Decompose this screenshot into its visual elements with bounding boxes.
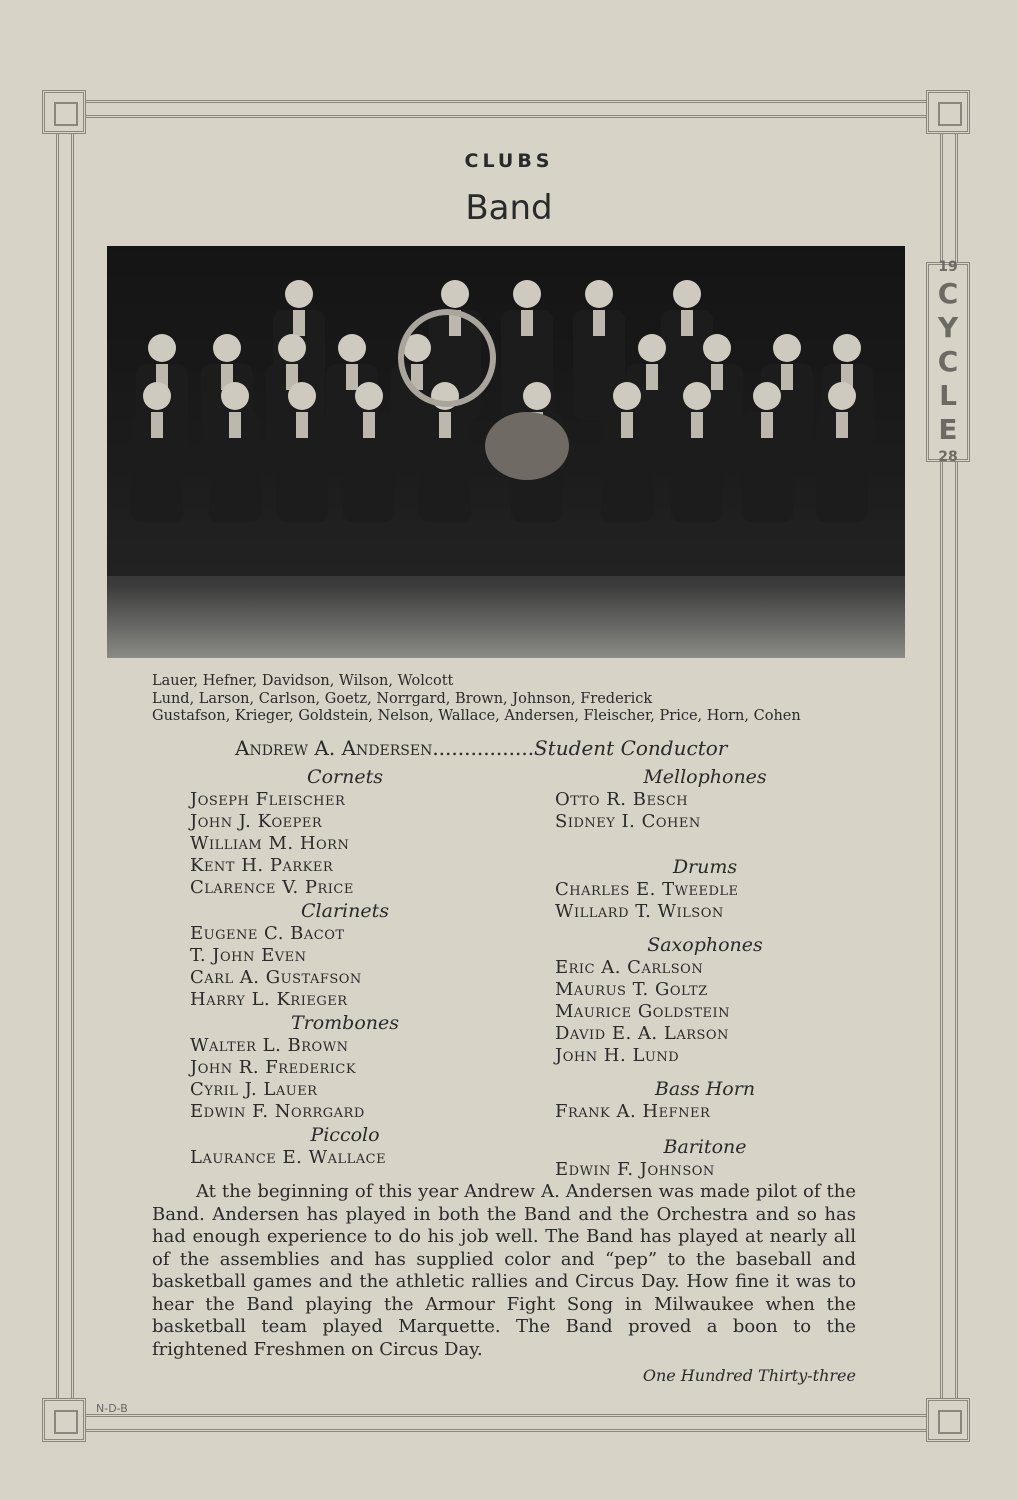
band-member-figure xyxy=(143,382,171,410)
right-roster-column xyxy=(555,765,855,1181)
section-title: CLUBS xyxy=(464,150,554,172)
frame-corner-ornament xyxy=(42,1398,86,1442)
band-member-figure xyxy=(638,334,666,362)
plaque-letter: L xyxy=(939,379,957,412)
section-heading-cornets: Cornets xyxy=(307,766,383,788)
frame-corner-ornament xyxy=(926,90,970,134)
cycle-side-plaque xyxy=(926,259,970,465)
section-heading-saxophones: Saxophones xyxy=(647,934,763,956)
band-member-figure xyxy=(691,412,703,438)
member-name: John R. Frederick xyxy=(190,1057,357,1078)
member-name: Laurance E. Wallace xyxy=(190,1147,387,1168)
section-heading-clarinets: Clarinets xyxy=(301,900,389,922)
plaque-letter: Y xyxy=(937,311,959,344)
member-name: Kent H. Parker xyxy=(190,855,334,876)
section-heading-mellophones: Mellophones xyxy=(643,766,767,788)
member-name: John H. Lund xyxy=(555,1045,680,1066)
page-folio: One Hundred Thirty-three xyxy=(642,1366,856,1385)
section-heading-piccolo: Piccolo xyxy=(310,1124,380,1146)
conductor-name: Andrew A. Andersen xyxy=(235,736,433,760)
engraver-signature: N-D-B xyxy=(96,1402,128,1415)
plaque-letter: E xyxy=(938,413,958,446)
band-member-figure xyxy=(293,310,305,336)
band-member-figure xyxy=(221,382,249,410)
section-heading-bass-horn: Bass Horn xyxy=(654,1078,756,1100)
page-heading: Band xyxy=(465,188,553,228)
band-member-figure xyxy=(593,310,605,336)
member-name: Sidney I. Cohen xyxy=(555,811,701,832)
member-name: Otto R. Besch xyxy=(555,789,689,810)
band-member-figure xyxy=(296,412,308,438)
band-member-figure xyxy=(836,412,848,438)
member-name: David E. A. Larson xyxy=(555,1023,729,1044)
band-member-figure xyxy=(646,364,658,390)
band-member-figure xyxy=(683,382,711,410)
band-member-figure xyxy=(781,364,793,390)
band-member-figure xyxy=(521,310,533,336)
photo-caption xyxy=(152,673,801,726)
band-group-photo xyxy=(107,246,905,658)
band-member-figure xyxy=(523,382,551,410)
member-name: Edwin F. Norrgard xyxy=(190,1101,365,1122)
band-member-figure xyxy=(703,334,731,362)
caption-row: Lund, Larson, Carlson, Goetz, Norrgard, Brown, Johnson, Frederick xyxy=(152,690,653,707)
plaque-letter: C xyxy=(937,345,959,378)
member-name: John J. Koeper xyxy=(190,811,323,832)
band-description-paragraph: At the beginning of this year Andrew A. Andersen was made pilot of the Band. Andersen has played in both the Band and the Orchestra and so has had enough experience to do his job well. The Band has played at nearly all of the assemblies and has supplied color and “pep” to the baseball and basketball games and the athletic rallies and Circus Day. How fine it was to hear the Band playing the Armour Fight Song in Milwaukee when the basketball team played Marquette. The Band proved a boon to the frightened Freshmen on Circus Day. xyxy=(152,1181,856,1360)
member-name: Maurice Goldstein xyxy=(555,1001,731,1022)
member-name: Clarence V. Price xyxy=(190,877,354,898)
band-member-figure xyxy=(711,364,723,390)
member-name: Walter L. Brown xyxy=(190,1035,349,1056)
member-name: Eugene C. Bacot xyxy=(190,923,345,944)
band-member-figure xyxy=(338,334,366,362)
band-member-figure xyxy=(363,412,375,438)
band-member-figure xyxy=(285,280,313,308)
band-member-figure xyxy=(761,412,773,438)
frame-left-border xyxy=(56,110,74,1420)
band-member-figure xyxy=(151,412,163,438)
band-member-figure xyxy=(621,412,633,438)
band-member-figure xyxy=(753,382,781,410)
frame-top-border xyxy=(60,100,960,118)
member-name: Cyril J. Lauer xyxy=(190,1079,318,1100)
band-member-figure xyxy=(213,334,241,362)
conductor-line xyxy=(235,736,727,760)
member-name: William M. Horn xyxy=(190,833,350,854)
band-member-figure xyxy=(585,280,613,308)
band-member-figure xyxy=(346,364,358,390)
member-name: Maurus T. Goltz xyxy=(555,979,708,1000)
band-member-figure xyxy=(673,280,701,308)
band-member-figure xyxy=(148,334,176,362)
frame-corner-ornament xyxy=(926,1398,970,1442)
plaque-letter: 19 xyxy=(938,259,958,275)
band-member-figure xyxy=(681,310,693,336)
member-name: Edwin F. Johnson xyxy=(555,1159,715,1180)
member-name: Joseph Fleischer xyxy=(190,789,346,810)
band-member-figure xyxy=(828,382,856,410)
plaque-letter: 28 xyxy=(938,449,958,465)
member-name: Carl A. Gustafson xyxy=(190,967,362,988)
band-member-figure xyxy=(773,334,801,362)
bass-drum xyxy=(485,412,569,480)
frame-corner-ornament xyxy=(42,90,86,134)
band-member-figure xyxy=(288,382,316,410)
conductor-leader-dots: ................ xyxy=(432,736,535,760)
conductor-role: Student Conductor xyxy=(534,736,728,760)
member-name: Willard T. Wilson xyxy=(555,901,724,922)
member-name: Eric A. Carlson xyxy=(555,957,704,978)
band-member-figure xyxy=(833,334,861,362)
caption-row: Lauer, Hefner, Davidson, Wilson, Wolcott xyxy=(152,673,454,689)
band-member-figure xyxy=(613,382,641,410)
member-name: T. John Even xyxy=(190,945,307,966)
left-roster-column xyxy=(190,765,500,1169)
band-member-figure xyxy=(441,280,469,308)
band-photo-illustration xyxy=(107,246,905,658)
member-name: Harry L. Krieger xyxy=(190,989,348,1010)
band-member-figure xyxy=(439,412,451,438)
frame-bottom-border xyxy=(60,1414,960,1432)
caption-row: Gustafson, Krieger, Goldstein, Nelson, Wallace, Andersen, Fleischer, Price, Horn, Cohen xyxy=(152,708,801,724)
member-name: Frank A. Hefner xyxy=(555,1101,711,1122)
plaque-letter: C xyxy=(937,277,959,310)
section-heading-drums: Drums xyxy=(672,856,738,878)
member-name: Charles E. Tweedle xyxy=(555,879,739,900)
section-heading-baritone: Baritone xyxy=(663,1136,747,1158)
section-heading-trombones: Trombones xyxy=(290,1012,400,1034)
band-member-figure xyxy=(513,280,541,308)
band-member-figure xyxy=(355,382,383,410)
band-member-figure xyxy=(229,412,241,438)
band-member-figure xyxy=(278,334,306,362)
